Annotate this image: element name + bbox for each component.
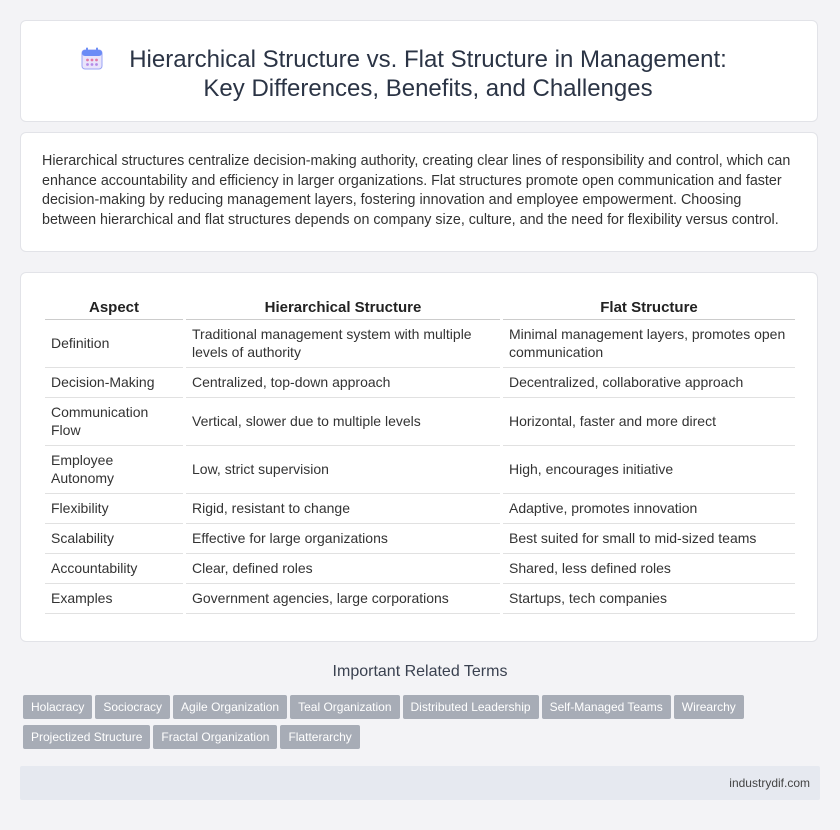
related-term-tag[interactable]: Agile Organization [173, 695, 287, 719]
intro-paragraph: Hierarchical structures centralize decision-making authority, creating clear lines of responsibility and control, which can enhance accountability and efficiency in larger organizations. Flat structures promote open communication and faster decision-making by reducing management layers, fostering innovation and employee empowerment. Choosing between hierarchical and flat structures depends on company size, culture, and the need for flexibility versus control. [42, 153, 791, 228]
related-term-tag[interactable]: Self-Managed Teams [542, 695, 671, 719]
related-term-tag[interactable]: Fractal Organization [153, 725, 277, 749]
header-flat: Flat Structure [503, 295, 795, 320]
aspect-cell: Scalability [45, 524, 183, 554]
calendar-icon [79, 46, 105, 72]
hierarchical-cell: Clear, defined roles [186, 554, 500, 584]
aspect-cell: Flexibility [45, 494, 183, 524]
flat-cell: Horizontal, faster and more direct [503, 398, 795, 446]
related-term-tag[interactable]: Distributed Leadership [403, 695, 539, 719]
flat-cell: High, encourages initiative [503, 446, 795, 494]
related-term-tag[interactable]: Projectized Structure [23, 725, 150, 749]
related-terms-list [23, 695, 813, 755]
flat-cell: Adaptive, promotes innovation [503, 494, 795, 524]
related-term-tag[interactable]: Flatterarchy [280, 725, 359, 749]
hierarchical-cell: Traditional management system with multiple levels of authority [186, 320, 500, 368]
aspect-cell: Employee Autonomy [45, 446, 183, 494]
flat-cell: Shared, less defined roles [503, 554, 795, 584]
flat-cell: Best suited for small to mid-sized teams [503, 524, 795, 554]
related-terms-title: Important Related Terms [332, 663, 508, 680]
table-row [45, 554, 795, 584]
comparison-card [20, 272, 818, 642]
title-wrap [61, 45, 777, 103]
flat-cell: Decentralized, collaborative approach [503, 368, 795, 398]
table-header-row [45, 295, 795, 320]
table-row [45, 524, 795, 554]
table-row [45, 494, 795, 524]
aspect-cell: Definition [45, 320, 183, 368]
table-row [45, 446, 795, 494]
aspect-cell: Accountability [45, 554, 183, 584]
aspect-cell: Decision-Making [45, 368, 183, 398]
flat-cell: Minimal management layers, promotes open communication [503, 320, 795, 368]
header-hierarchical: Hierarchical Structure [186, 295, 500, 320]
hierarchical-cell: Effective for large organizations [186, 524, 500, 554]
table-row [45, 584, 795, 614]
comparison-table [42, 295, 798, 614]
related-term-tag[interactable]: Teal Organization [290, 695, 399, 719]
header-aspect: Aspect [45, 295, 183, 320]
table-row [45, 320, 795, 368]
hierarchical-cell: Government agencies, large corporations [186, 584, 500, 614]
table-body [45, 320, 795, 614]
hierarchical-cell: Vertical, slower due to multiple levels [186, 398, 500, 446]
footer-site[interactable]: industrydif.com [729, 776, 810, 790]
page-title: Hierarchical Structure vs. Flat Structure in Management: Key Differences, Benefits, and Challenges [129, 46, 727, 102]
hierarchical-cell: Centralized, top-down approach [186, 368, 500, 398]
hierarchical-cell: Low, strict supervision [186, 446, 500, 494]
aspect-cell: Communication Flow [45, 398, 183, 446]
related-term-tag[interactable]: Holacracy [23, 695, 92, 719]
aspect-cell: Examples [45, 584, 183, 614]
table-row [45, 368, 795, 398]
related-term-tag[interactable]: Wirearchy [674, 695, 744, 719]
flat-cell: Startups, tech companies [503, 584, 795, 614]
footer [20, 766, 820, 800]
intro-card [20, 132, 818, 252]
hierarchical-cell: Rigid, resistant to change [186, 494, 500, 524]
title-card [20, 20, 818, 122]
table-row [45, 398, 795, 446]
related-term-tag[interactable]: Sociocracy [95, 695, 170, 719]
